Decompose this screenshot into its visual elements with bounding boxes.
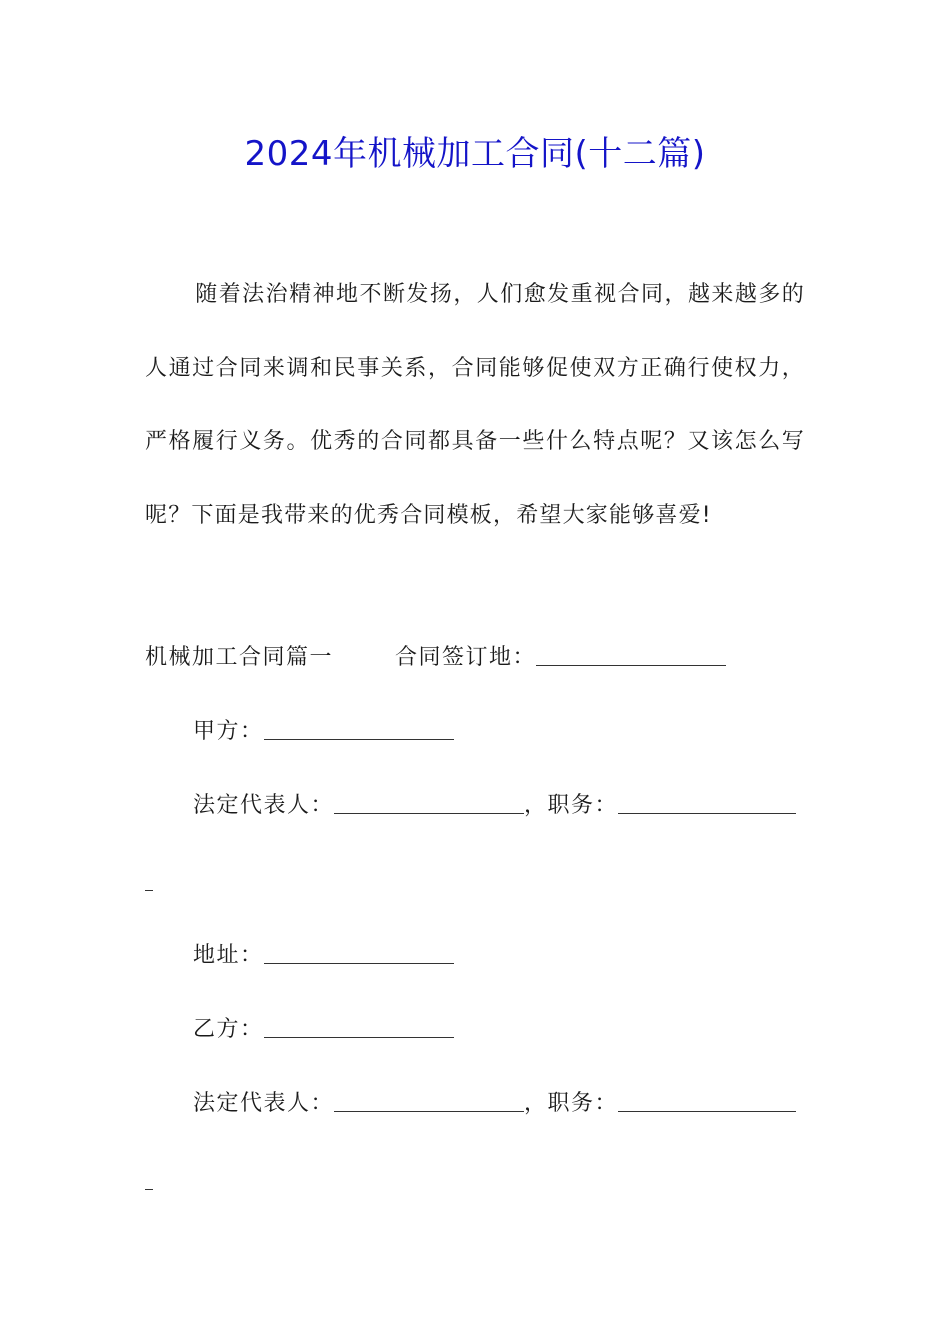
- sign-place-field[interactable]: [536, 643, 726, 666]
- party-a-field[interactable]: [264, 717, 454, 740]
- section-heading: 机械加工合同篇一: [145, 645, 334, 670]
- party-b-rep-line: [193, 1086, 796, 1122]
- address-line: [193, 938, 454, 974]
- party-a-title-label: 职务：: [547, 793, 619, 818]
- address-label: 地址：: [193, 943, 264, 968]
- party-a-label: 甲方：: [193, 719, 264, 744]
- party-b-title-field-tail: [145, 1189, 153, 1190]
- intro-paragraph: [145, 258, 805, 552]
- address-field[interactable]: [264, 941, 454, 964]
- party-b-rep-label: 法定代表人：: [193, 1091, 335, 1116]
- sign-place-label: 合同签订地：: [395, 645, 537, 670]
- party-a-line: [193, 714, 454, 750]
- document-title: 2024年机械加工合同(十二篇): [244, 134, 706, 174]
- party-b-field[interactable]: [264, 1015, 454, 1038]
- party-b-sep: ，: [524, 1091, 548, 1116]
- party-a-rep-label: 法定代表人：: [193, 793, 335, 818]
- party-b-label: 乙方：: [193, 1017, 264, 1042]
- party-b-line: [193, 1012, 454, 1048]
- party-a-sep: ，: [524, 793, 548, 818]
- section-heading-line: [145, 640, 726, 676]
- party-a-rep-line: [193, 788, 796, 824]
- party-a-title-field[interactable]: [618, 791, 796, 814]
- party-a-title-field-tail: [145, 890, 153, 891]
- party-b-title-label: 职务：: [547, 1091, 619, 1116]
- party-b-title-field[interactable]: [618, 1089, 796, 1112]
- party-a-rep-field[interactable]: [334, 791, 524, 814]
- party-b-rep-field[interactable]: [334, 1089, 524, 1112]
- intro-text: 随着法治精神地不断发扬，人们愈发重视合同，越来越多的人通过合同来调和民事关系，合同能够促使双方正确行使权力，严格履行义务。优秀的合同都具备一些什么特点呢？又该怎么写呢？下面是我带来的优秀合同模板，希望大家能够喜爱!: [145, 282, 805, 528]
